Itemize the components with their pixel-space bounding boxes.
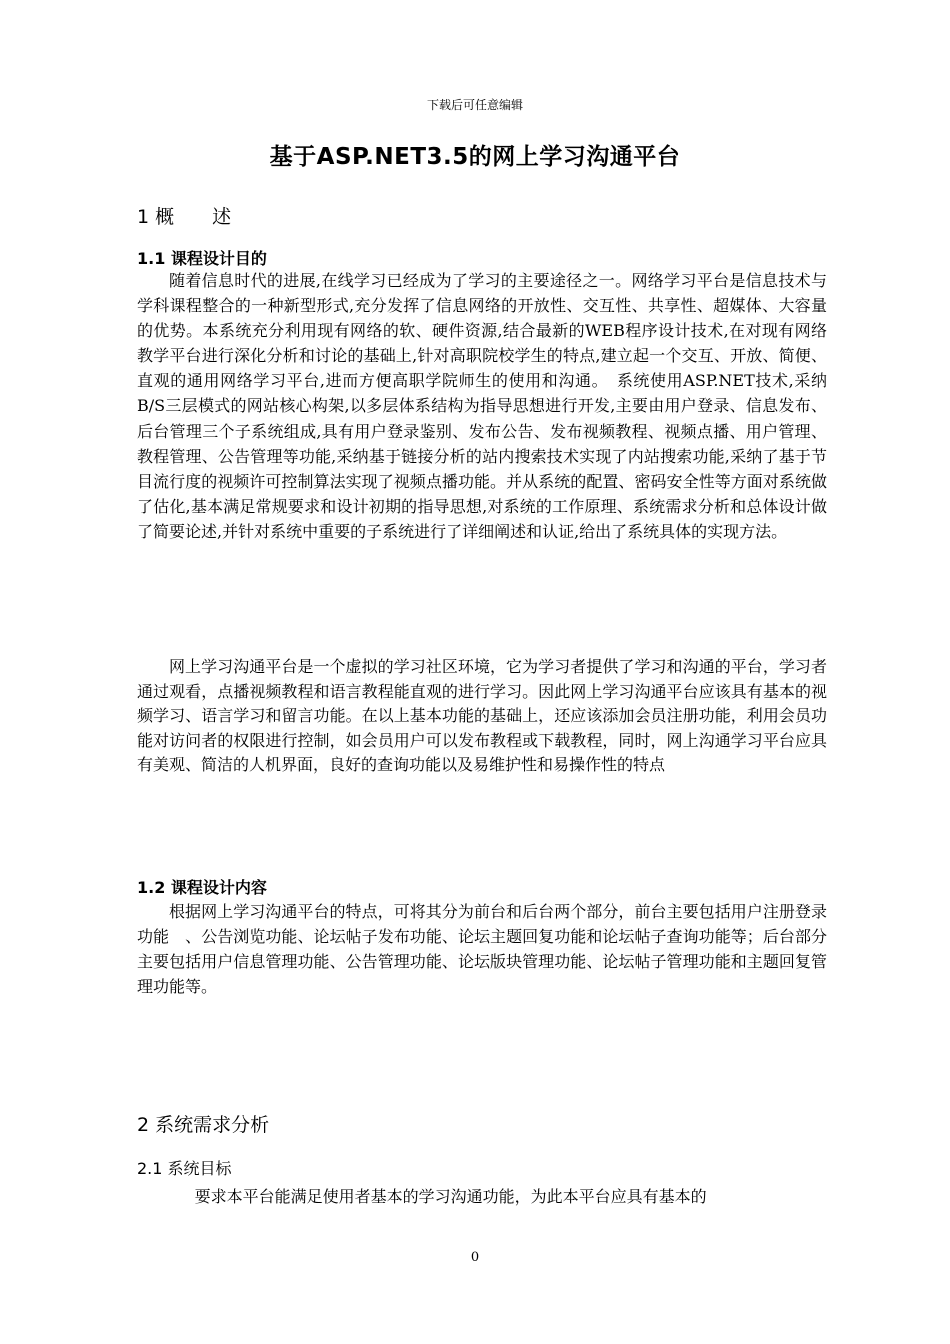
section-1-1-paragraph-2: 网上学习沟通平台是一个虚拟的学习社区环境，它为学习者提供了学习和沟通的平台，学习者通过观看，点播视频教程和语言教程能直观的进行学习。因此网上学习沟通平台应该具有基本的视频学习、语言学习和留言功能。在以上基本功能的基础上，还应该添加会员注册功能，利用会员功能对访问者的权限进行控制，如会员用户可以发布教程或下载教程，同时，网上沟通学习平台应具有美观、简洁的人机界面，良好的查询功能以及易维护性和易操作性的特点 — [137, 657, 827, 774]
section-2-1-heading: 2.1 系统目标 — [137, 1159, 232, 1178]
page-header: 下载后可任意编辑 — [426, 98, 523, 112]
page-number: 0 — [470, 1250, 480, 1265]
document-title: 基于ASP.NET3.5的网上学习沟通平台 — [269, 144, 681, 170]
section-1-heading: 1 概 述 — [137, 206, 232, 228]
section-1-2-paragraph-1: 根据网上学习沟通平台的特点，可将其分为前台和后台两个部分，前台主要包括用户注册登录功能 、公告浏览功能、论坛帖子发布功能、论坛主题回复功能和论坛帖子查询功能等；后台部分主要包括用户信息管理功能、公告管理功能、论坛版块管理功能、论坛帖子管理功能和主题回复管理功能等。 — [137, 902, 827, 997]
section-1-2-heading: 1.2 课程设计内容 — [137, 878, 267, 897]
section-1-1-paragraph-1: 随着信息时代的进展,在线学习已经成为了学习的主要途径之一。网络学习平台是信息技术与学科课程整合的一种新型形式,充分发挥了信息网络的开放性、交互性、共享性、超媒体、大容量的优势。本系统充分利用现有网络的软、硬件资源,结合最新的WEB程序设计技术,在对现有网络教学平台进行深化分析和讨论的基础上,针对高职院校学生的特点,建立起一个交互、开放、简便、直观的通用网络学习平台,进而方便高职学院师生的使用和沟通。 系统使用ASP.NET技术,采纳B/S三层模式的网站核心构架,以多层体系结构为指导思想进行开发,主要由用户登录、信息发布、后台管理三个子系统组成,具有用户登录鉴别、发布公告、发布视频教程、视频点播、用户管理、教程管理、公告管理等功能,采纳基于链接分析的站内搜索技术实现了内站搜索功能,采纳了基于节目流行度的视频许可控制算法实现了视频点播功能。并从系统的配置、密码安全性等方面对系统做了估化,基本满足常规要求和设计初期的指导思想,对系统的工作原理、系统需求分析和总体设计做了简要论述,并针对系统中重要的子系统进行了详细阐述和认证,给出了系统具体的实现方法。 — [137, 271, 827, 541]
section-2-heading: 2 系统需求分析 — [137, 1114, 270, 1136]
section-1-1-heading: 1.1 课程设计目的 — [137, 249, 267, 268]
section-2-1-paragraph-1: 要求本平台能满足使用者基本的学习沟通功能，为此本平台应具有基本的 — [194, 1187, 707, 1206]
